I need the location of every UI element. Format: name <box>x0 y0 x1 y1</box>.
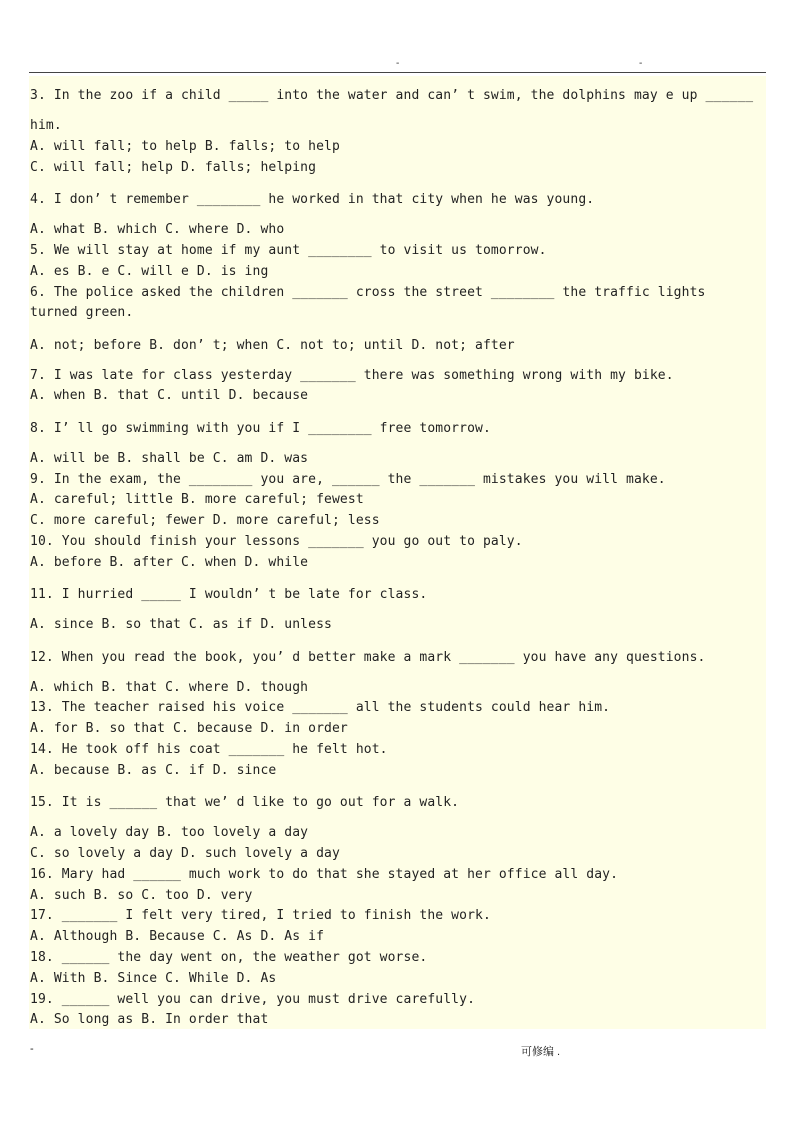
question-5-options: A. es B. e C. will e D. is ing <box>30 264 269 279</box>
question-16-options: A. such B. so C. too D. very <box>30 888 253 903</box>
question-13-options: A. for B. so that C. because D. in order <box>30 721 348 736</box>
question-12: 12. When you read the book, you’ d better make a mark _______ you have any questions. <box>30 650 706 665</box>
question-18: 18. ______ the day went on, the weather got worse. <box>30 950 428 965</box>
question-9-options-2: C. more careful; fewer D. more careful; less <box>30 513 380 528</box>
question-13: 13. The teacher raised his voice _______ all the students could hear him. <box>30 700 611 715</box>
question-17: 17. _______ I felt very tired, I tried to finish the work. <box>30 908 491 923</box>
question-15-options-1: A. a lovely day B. too lovely a day <box>30 825 309 840</box>
question-4: 4. I don’ t remember ________ he worked in that city when he was young. <box>30 192 595 207</box>
question-19: 19. ______ well you can drive, you must drive carefully. <box>30 992 476 1007</box>
question-11: 11. I hurried _____ I wouldn’ t be late for class. <box>30 587 428 602</box>
header-rule <box>29 72 766 73</box>
question-9-options-1: A. careful; little B. more careful; fewest <box>30 492 364 507</box>
question-14-options: A. because B. as C. if D. since <box>30 763 277 778</box>
question-3-line-2: him. <box>30 118 62 133</box>
footer-editable-note: 可修编 . <box>521 1046 561 1058</box>
question-8-options: A. will be B. shall be C. am D. was <box>30 451 309 466</box>
question-3-options-2: C. will fall; help D. falls; helping <box>30 160 317 175</box>
question-8: 8. I’ ll go swimming with you if I ________ free tomorrow. <box>30 421 491 436</box>
question-11-options: A. since B. so that C. as if D. unless <box>30 617 332 632</box>
header-mark-right: - <box>639 58 643 69</box>
question-15-options-2: C. so lovely a day D. such lovely a day <box>30 846 340 861</box>
question-12-options: A. which B. that C. where D. though <box>30 680 309 695</box>
question-3-options-1: A. will fall; to help B. falls; to help <box>30 139 340 154</box>
question-17-options: A. Although B. Because C. As D. As if <box>30 929 325 944</box>
document-body <box>29 76 766 1029</box>
question-10-options: A. before B. after C. when D. while <box>30 555 309 570</box>
question-7-options: A. when B. that C. until D. because <box>30 388 309 403</box>
question-16: 16. Mary had ______ much work to do that she stayed at her office all day. <box>30 867 619 882</box>
question-19-options: A. So long as B. In order that <box>30 1012 269 1027</box>
question-6-options: A. not; before B. don’ t; when C. not to; until D. not; after <box>30 338 515 353</box>
question-15: 15. It is ______ that we’ d like to go out for a walk. <box>30 795 460 810</box>
question-6-line-2: turned green. <box>30 305 134 320</box>
question-7: 7. I was late for class yesterday _______ there was something wrong with my bike. <box>30 368 674 383</box>
question-5: 5. We will stay at home if my aunt ________ to visit us tomorrow. <box>30 243 547 258</box>
question-3-line-1: 3. In the zoo if a child _____ into the water and can’ t swim, the dolphins may e up ______ <box>30 88 754 103</box>
question-6-line-1: 6. The police asked the children _______ cross the street ________ the traffic lights <box>30 285 706 300</box>
question-4-options: A. what B. which C. where D. who <box>30 222 285 237</box>
question-10: 10. You should finish your lessons _______ you go out to paly. <box>30 534 523 549</box>
header-mark-left: - <box>396 58 400 69</box>
question-18-options: A. With B. Since C. While D. As <box>30 971 277 986</box>
question-9: 9. In the exam, the ________ you are, ______ the _______ mistakes you will make. <box>30 472 666 487</box>
question-14: 14. He took off his coat _______ he felt hot. <box>30 742 388 757</box>
footer-mark-left: - <box>30 1043 34 1055</box>
